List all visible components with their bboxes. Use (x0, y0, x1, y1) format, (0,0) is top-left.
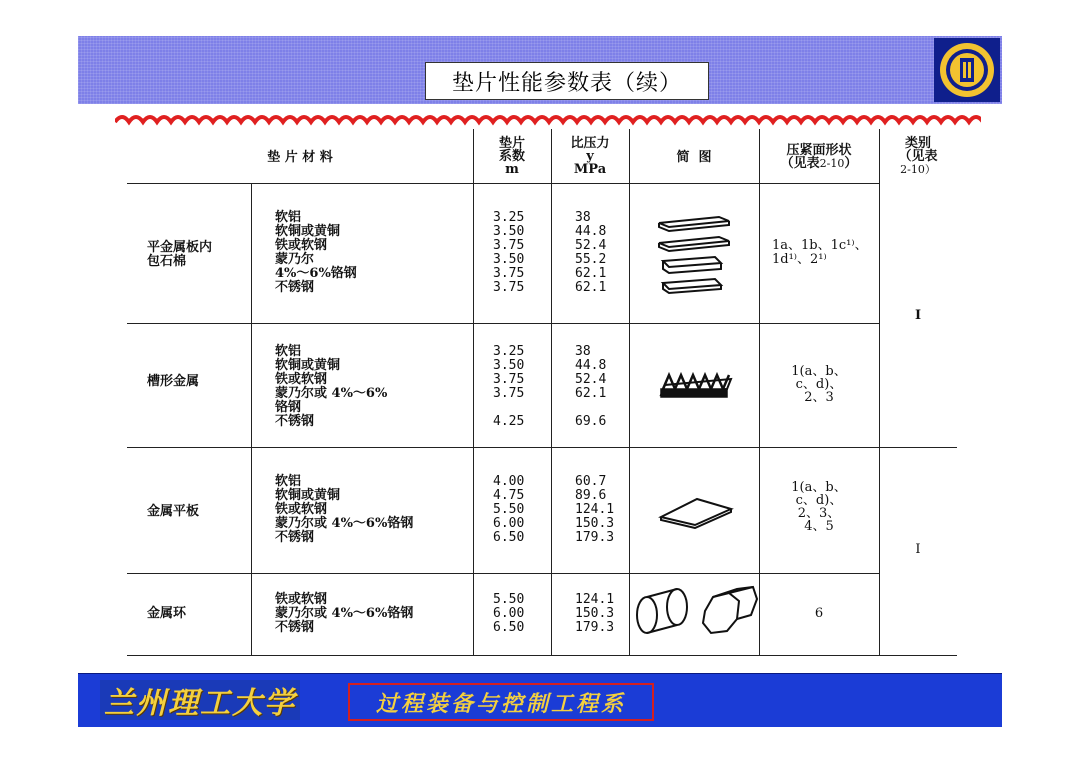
shape-values: 1(a、b、 c、d)、 2、3、 4、5 (791, 480, 847, 534)
group-label: 槽形金属 (147, 374, 200, 389)
metal-ring-sketch (633, 581, 761, 639)
category-value: Ⅰ (915, 542, 921, 557)
col-divider (473, 129, 474, 655)
shape-values: 1a、1b、1c¹⁾、 1d¹⁾、2¹⁾ (772, 238, 868, 267)
col-divider (251, 183, 252, 655)
header-band (78, 36, 1002, 104)
asbestos-gasket-sketch (655, 213, 735, 297)
header-y: 比压力 y MPa (570, 136, 610, 177)
m-values: 3.25 3.50 3.75 3.75 4.25 (493, 344, 525, 429)
y-values: 124.1 150.3 179.3 (575, 592, 615, 635)
m-values: 3.25 3.50 3.75 3.50 3.75 3.75 (493, 210, 525, 295)
y-values: 60.7 89.6 124.1 150.3 179.3 (575, 474, 615, 545)
col-divider (879, 129, 880, 655)
table-bottom-line (127, 655, 957, 656)
shape-values: 6 (814, 606, 824, 621)
group-label: 金属平板 (147, 504, 200, 519)
gasket-table (127, 129, 957, 655)
row-divider (127, 323, 879, 324)
col-divider (629, 129, 630, 655)
footer-band (78, 673, 1002, 727)
university-name: 兰州理工大学 (100, 680, 300, 720)
group-label: 平金属板内 包石棉 (147, 240, 213, 269)
m-values: 5.50 6.00 6.50 (493, 592, 525, 635)
m-values: 4.00 4.75 5.50 6.00 6.50 (493, 474, 525, 545)
header-shape: 压紧面形状 （见表2-10） (780, 143, 858, 171)
group-label: 金属环 (147, 606, 187, 621)
y-values: 38 44.8 52.4 62.1 69.6 (575, 344, 607, 429)
flat-metal-sketch (657, 495, 735, 529)
header-figure: 简 图 (676, 150, 712, 165)
col-divider (551, 129, 552, 655)
header-m: 垫片 系数 m (498, 136, 525, 177)
header-category: 类别 （见表 2-10） (898, 136, 938, 176)
header-material: 垫 片 材 料 (267, 150, 333, 165)
material-list: 软铝 软铜或黄铜 铁或软钢 蒙乃尔或 4%～6%铬钢 不锈钢 (275, 474, 414, 545)
university-logo-icon (934, 38, 1000, 102)
row-divider (127, 573, 879, 574)
material-list: 软铝 软铜或黄铜 铁或软钢 蒙乃尔 4%～6%铬钢 不锈钢 (275, 210, 357, 295)
y-values: 38 44.8 52.4 55.2 62.1 62.1 (575, 210, 607, 295)
department-name: 过程装备与控制工程系 (348, 683, 654, 721)
material-list: 软铝 软铜或黄铜 铁或软钢 蒙乃尔或 4%～6% 铬钢 不锈钢 (275, 344, 388, 429)
material-list: 铁或软钢 蒙乃尔或 4%～6%铬钢 不锈钢 (275, 592, 414, 635)
corrugated-metal-sketch (657, 365, 737, 405)
header-bottom-line (127, 183, 879, 184)
category-value: Ⅰ (914, 308, 922, 323)
decorative-wave (115, 110, 981, 128)
page-title: 垫片性能参数表（续） (425, 62, 709, 100)
shape-values: 1(a、b、 c、d)、 2、3 (791, 364, 847, 405)
